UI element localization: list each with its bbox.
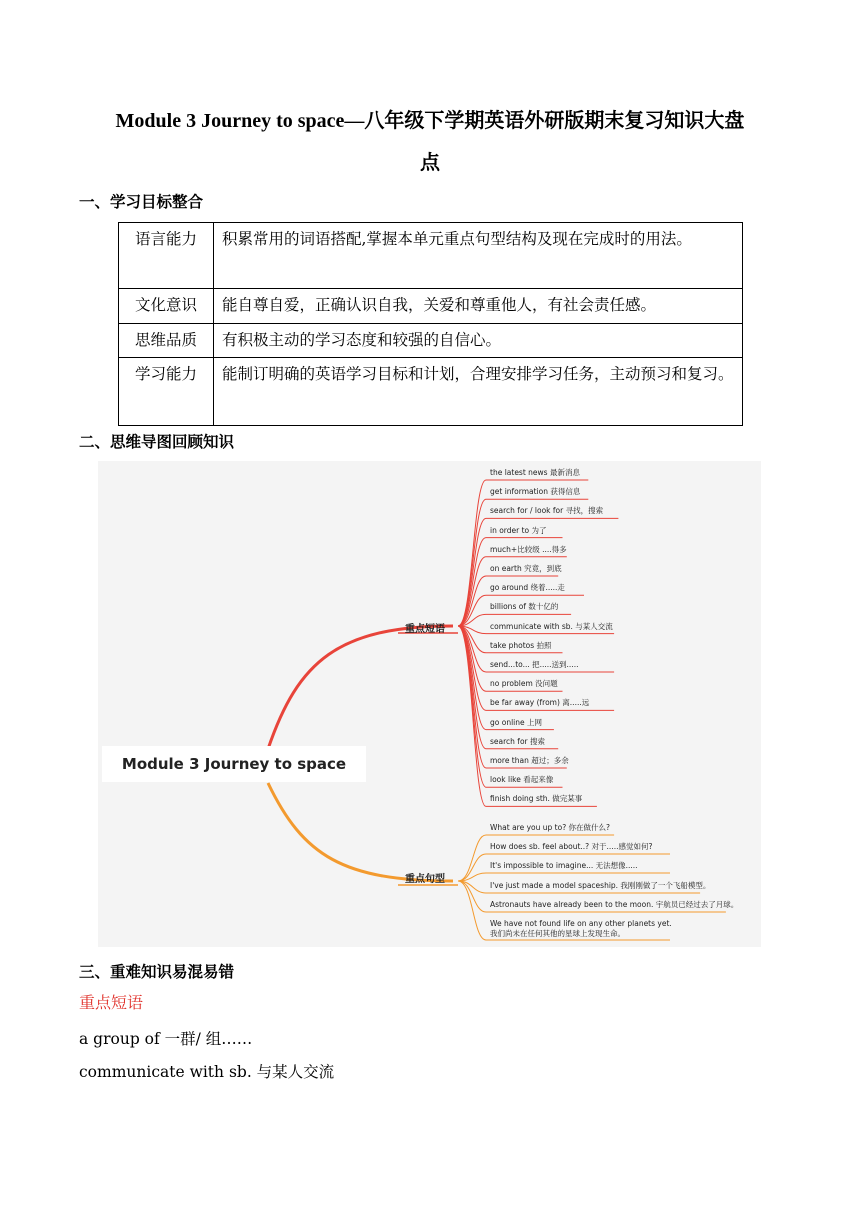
mind-map-phrase: communicate with sb. 与某人交流 bbox=[490, 621, 613, 631]
mind-map-phrase: go online 上网 bbox=[490, 717, 542, 727]
mind-map-phrase: billions of 数十亿的 bbox=[490, 602, 559, 612]
mind-map-sentence: 我们尚未在任何其他的星球上发现生命。 bbox=[490, 929, 625, 938]
mind-map-branch-sentences: 重点句型 bbox=[405, 874, 445, 885]
mind-map-phrase: go around 绕着.....走 bbox=[490, 583, 565, 593]
mind-map-phrase: more than 超过；多余 bbox=[490, 756, 569, 765]
section-heading-goals: 一、学习目标整合 bbox=[79, 193, 204, 211]
goals-row bbox=[119, 324, 743, 358]
mind-map-phrase: search for / look for 寻找，搜索 bbox=[490, 506, 604, 516]
mind-map-sentence: What are you up to? 你在做什么? bbox=[490, 823, 611, 832]
mind-map-phrase: finish doing sth. 做完某事 bbox=[490, 794, 583, 804]
goal-key: 思维品质 bbox=[119, 324, 214, 358]
section-heading-mindmap: 二、思维导图回顾知识 bbox=[79, 433, 235, 451]
goals-row bbox=[119, 358, 743, 426]
connector-line bbox=[458, 873, 670, 881]
mind-map-branch-phrases: 重点短语 bbox=[405, 624, 445, 635]
mind-map-phrase: on earth 究竟，到底 bbox=[490, 564, 562, 573]
mind-map-sentence: We have not found life on any other planets yet. bbox=[490, 919, 672, 928]
mind-map-phrase: in order to 为了 bbox=[490, 525, 547, 535]
phrase-line: a group of 一群/ 组…… bbox=[79, 1030, 253, 1048]
mind-map-phrase: much+比较级 ....得多 bbox=[490, 544, 567, 554]
goal-key: 语言能力 bbox=[119, 223, 214, 289]
mind-map-phrase: be far away (from) 离.....远 bbox=[490, 698, 590, 708]
mind-map bbox=[98, 461, 761, 947]
goal-value: 积累常用的词语搭配,掌握本单元重点句型结构及现在完成时的用法。 bbox=[214, 223, 743, 289]
mind-map-phrase: get information 获得信息 bbox=[490, 487, 581, 497]
title-line-1: Module 3 Journey to space—八年级下学期英语外研版期末复习知识大盘 bbox=[115, 110, 745, 132]
mind-map-phrase: send...to... 把.....送到..... bbox=[490, 660, 579, 669]
connector-line bbox=[268, 783, 453, 881]
goals-row bbox=[119, 289, 743, 324]
mind-map-phrase: look like 看起来像 bbox=[490, 775, 554, 785]
connector-line bbox=[268, 626, 453, 749]
goal-key: 文化意识 bbox=[119, 289, 214, 324]
goal-value: 有积极主动的学习态度和较强的自信心。 bbox=[214, 324, 743, 358]
title-line-2: 点 bbox=[420, 152, 440, 174]
goal-value: 能制订明确的英语学习目标和计划，合理安排学习任务，主动预习和复习。 bbox=[214, 358, 743, 426]
goal-key: 学习能力 bbox=[119, 358, 214, 426]
mind-map-sentence: How does sb. feel about..? 对于.....感觉如何? bbox=[490, 842, 653, 851]
mind-map-sentence: I've just made a model spaceship. 我刚刚做了一个飞船模型。 bbox=[490, 881, 711, 890]
mind-map-phrase: take photos 拍照 bbox=[490, 640, 552, 650]
mind-map-phrase: no problem 没问题 bbox=[490, 679, 558, 689]
mind-map-phrase: the latest news 最新消息 bbox=[490, 468, 580, 477]
sub-heading-key-phrases: 重点短语 bbox=[79, 993, 144, 1012]
mind-map-sentence: It's impossible to imagine... 无法想像..... bbox=[490, 861, 638, 870]
mind-map-sentence: Astronauts have already been to the moon. 宇航员已经过去了月球。 bbox=[490, 900, 739, 909]
document-title bbox=[70, 100, 790, 184]
mind-map-root: Module 3 Journey to space bbox=[102, 746, 366, 782]
goal-value: 能自尊自爱，正确认识自我，关爱和尊重他人，有社会责任感。 bbox=[214, 289, 743, 324]
goals-row bbox=[119, 223, 743, 289]
section-heading-difficult: 三、重难知识易混易错 bbox=[79, 963, 235, 981]
mind-map-phrase: search for 搜索 bbox=[490, 736, 545, 746]
phrase-line: communicate with sb. 与某人交流 bbox=[79, 1063, 335, 1081]
goals-table bbox=[118, 222, 743, 426]
